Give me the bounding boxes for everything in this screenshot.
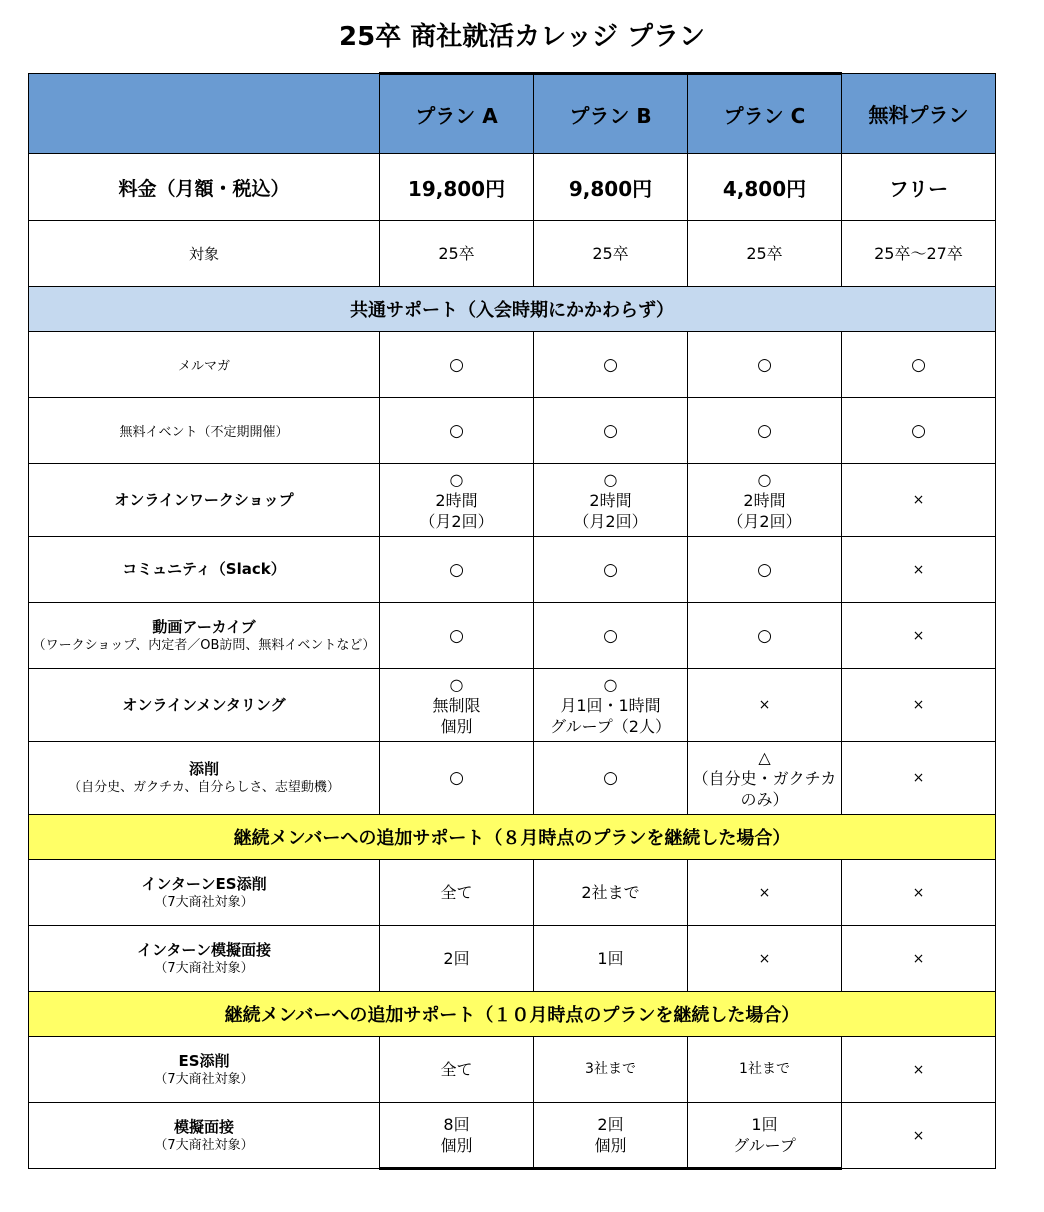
workshop-plan-c: ○ 2時間 （月2回） — [688, 464, 842, 537]
archive-plan-c: ○ — [688, 603, 842, 669]
correction-label: 添削 — [188, 760, 219, 778]
mailmag-plan-a: ○ — [380, 332, 534, 398]
event-row — [29, 398, 996, 464]
header-blank-cell — [29, 74, 380, 154]
mock-plan-b: 2回 個別 — [534, 1103, 688, 1169]
mentoring-plan-b: ○ 月1回・1時間 グループ（2人） — [534, 669, 688, 742]
mailmag-plan-b: ○ — [534, 332, 688, 398]
event-plan-a: ○ — [380, 398, 534, 464]
community-plan-b: ○ — [534, 537, 688, 603]
mentoring-plan-a: ○ 無制限 個別 — [380, 669, 534, 742]
event-label: 無料イベント（不定期開催） — [119, 425, 289, 440]
archive-plan-a: ○ — [380, 603, 534, 669]
intern-mock-sublabel: （7大商社対象） — [154, 960, 254, 976]
intern-mock-plan-free: × — [842, 926, 996, 992]
workshop-label: オンラインワークショップ — [114, 490, 294, 509]
archive-plan-b: ○ — [534, 603, 688, 669]
archive-sublabel: （ワークショップ、内定者／OB訪問、無料イベントなど） — [32, 637, 376, 653]
archive-label: 動画アーカイブ — [152, 617, 256, 636]
intern-es-sublabel: （7大商社対象） — [154, 894, 254, 910]
intern-mock-plan-c: × — [688, 926, 842, 992]
target-plan-c: 25卒 — [688, 221, 842, 287]
mock-sublabel: （7大商社対象） — [154, 1137, 254, 1153]
intern-mock-row — [29, 926, 996, 992]
intern-es-label: インターンES添削 — [141, 874, 267, 893]
page-title: 25卒 商社就活カレッジ プラン — [338, 22, 706, 52]
es-plan-free: × — [842, 1037, 996, 1103]
workshop-row — [29, 464, 996, 537]
target-row — [29, 221, 996, 287]
workshop-plan-free: × — [842, 464, 996, 537]
mock-plan-c: 1回 グループ — [688, 1103, 842, 1169]
mock-plan-free: × — [842, 1103, 996, 1169]
section-aug-row — [29, 815, 996, 860]
target-plan-b: 25卒 — [534, 221, 688, 287]
mock-label: 模擬面接 — [173, 1117, 234, 1136]
event-plan-b: ○ — [534, 398, 688, 464]
price-label: 料金（月額・税込） — [118, 177, 290, 200]
section-common-heading: 共通サポート（入会時期にかかわらず） — [29, 287, 996, 332]
intern-mock-plan-b: 1回 — [534, 926, 688, 992]
header-plan-free: 無料プラン — [842, 74, 996, 154]
event-plan-c: ○ — [688, 398, 842, 464]
mock-plan-a: 8回 個別 — [380, 1103, 534, 1169]
section-aug-heading: 継続メンバーへの追加サポート（８月時点のプランを継続した場合） — [29, 815, 996, 860]
community-plan-c: ○ — [688, 537, 842, 603]
correction-sublabel: （自分史、ガクチカ、自分らしさ、志望動機） — [68, 780, 340, 795]
price-row — [29, 154, 996, 221]
price-plan-free: フリー — [842, 154, 996, 221]
plan-comparison-table — [28, 72, 996, 1170]
mentoring-row — [29, 669, 996, 742]
mentoring-plan-c: × — [688, 669, 842, 742]
header-row — [29, 74, 996, 154]
es-label: ES添削 — [178, 1051, 230, 1070]
mailmag-plan-c: ○ — [688, 332, 842, 398]
community-row — [29, 537, 996, 603]
archive-row — [29, 603, 996, 669]
intern-mock-plan-a: 2回 — [380, 926, 534, 992]
correction-row — [29, 742, 996, 815]
mentoring-plan-free: × — [842, 669, 996, 742]
price-plan-c: 4,800円 — [688, 154, 842, 221]
mentoring-label: オンラインメンタリング — [122, 695, 286, 714]
community-label: コミュニティ（Slack） — [122, 560, 286, 578]
header-plan-a: プラン A — [380, 74, 534, 154]
correction-plan-a: ○ — [380, 742, 534, 815]
header-plan-c: プラン C — [688, 74, 842, 154]
intern-es-plan-b: 2社まで — [534, 860, 688, 926]
mailmag-label: メルマガ — [177, 359, 230, 374]
target-label: 対象 — [188, 245, 219, 263]
mailmag-plan-free: ○ — [842, 332, 996, 398]
es-plan-c: 1社まで — [688, 1037, 842, 1103]
es-sublabel: （7大商社対象） — [154, 1071, 254, 1087]
community-plan-free: × — [842, 537, 996, 603]
intern-es-plan-c: × — [688, 860, 842, 926]
mock-row — [29, 1103, 996, 1169]
correction-plan-free: × — [842, 742, 996, 815]
community-plan-a: ○ — [380, 537, 534, 603]
correction-plan-b: ○ — [534, 742, 688, 815]
header-plan-b: プラン B — [534, 74, 688, 154]
intern-es-plan-a: 全て — [380, 860, 534, 926]
workshop-plan-a: ○ 2時間 （月2回） — [380, 464, 534, 537]
event-plan-free: ○ — [842, 398, 996, 464]
es-plan-b: 3社まで — [534, 1037, 688, 1103]
section-oct-heading: 継続メンバーへの追加サポート（１０月時点のプランを継続した場合） — [29, 992, 996, 1037]
section-oct-row — [29, 992, 996, 1037]
intern-mock-label: インターン模擬面接 — [136, 940, 272, 959]
es-row — [29, 1037, 996, 1103]
target-plan-free: 25卒～27卒 — [842, 221, 996, 287]
target-plan-a: 25卒 — [380, 221, 534, 287]
price-plan-b: 9,800円 — [534, 154, 688, 221]
archive-plan-free: × — [842, 603, 996, 669]
price-plan-a: 19,800円 — [380, 154, 534, 221]
es-plan-a: 全て — [380, 1037, 534, 1103]
correction-plan-c: △ （自分史・ガクチカ のみ） — [688, 742, 842, 815]
intern-es-row — [29, 860, 996, 926]
section-common-row — [29, 287, 996, 332]
mailmag-row — [29, 332, 996, 398]
workshop-plan-b: ○ 2時間 （月2回） — [534, 464, 688, 537]
intern-es-plan-free: × — [842, 860, 996, 926]
